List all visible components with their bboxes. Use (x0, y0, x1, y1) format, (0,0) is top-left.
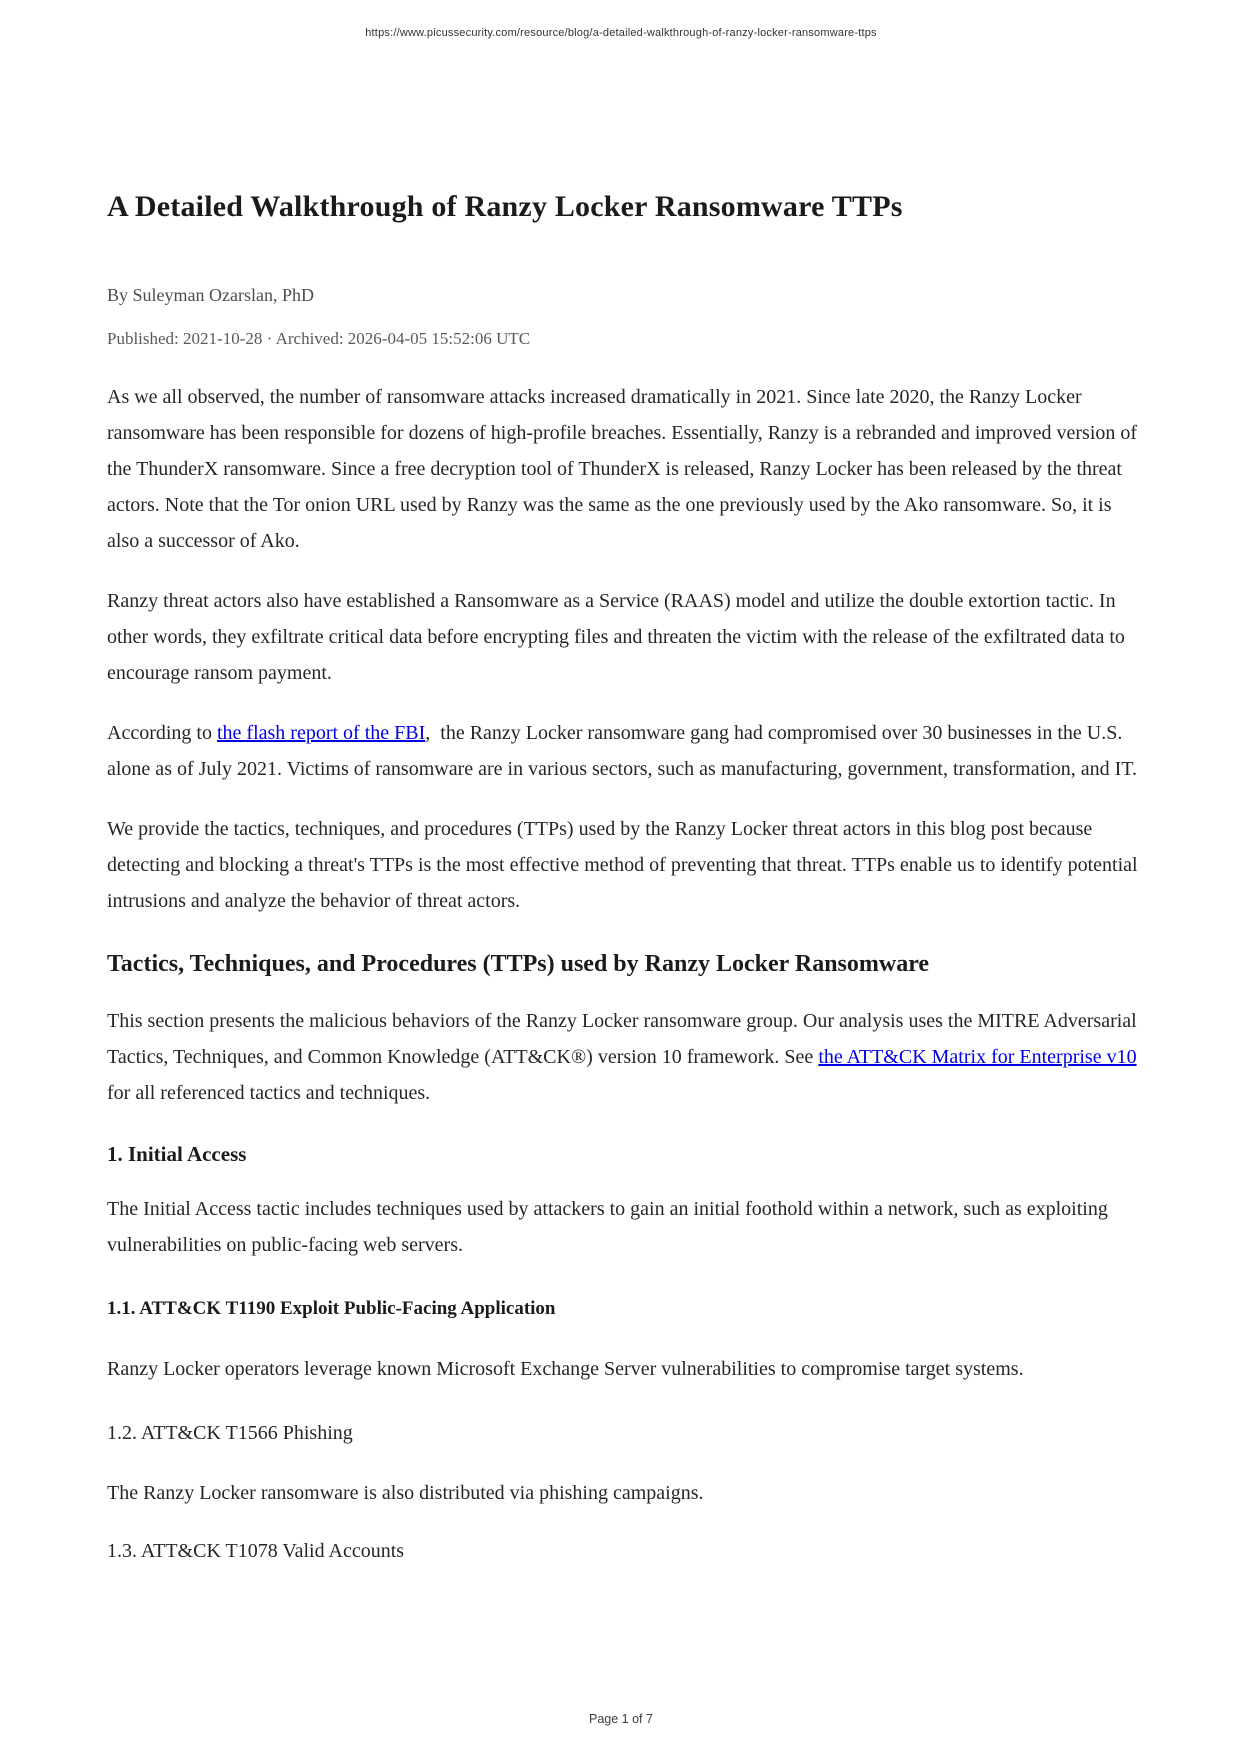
paragraph-intro-1: As we all observed, the number of ransomware attacks increased dramatically in 2021. Since late 2020, the Ranzy Locker ransomware has been responsible for dozens of high-profile breaches. Essentially, Ranzy is a rebranded and improved version of the ThunderX ransomware. Since a free decryption tool of ThunderX is released, Ranzy Locker has been released by the threat actors. Note that the Tor onion URL used by Ranzy was the same as the one previously used by the Ako ransomware. So, it is also a successor of Ako. (107, 386, 1138, 552)
paragraph-text: for all referenced tactics and techniques. (107, 1082, 431, 1104)
paragraph-text: , the Ranzy Locker ransomware gang had compromised over 30 businesses in the U.S. alone as of July 2021. Victims of ransomware are in various sectors, such as manufacturing, government, transformation, and IT. (107, 722, 1137, 780)
paragraph-ttps-overview (107, 1003, 1139, 1111)
publish-meta: Published: 2021-10-28 · Archived: 2026-04-05 15:52:06 UTC (107, 329, 531, 348)
subsection-heading-t1566: 1.2. ATT&CK T1566 Phishing (107, 1422, 353, 1444)
subsection-heading-t1190: 1.1. ATT&CK T1190 Exploit Public-Facing Application (107, 1298, 556, 1320)
print-header (0, 0, 1242, 39)
paragraph-intro-4: We provide the tactics, techniques, and procedures (TTPs) used by the Ranzy Locker threat actors in this blog post because detecting and blocking a threat's TTPs is the most effective method of preventing that threat. TTPs enable us to identify potential intrusions and analyze the behavior of threat actors. (107, 818, 1138, 912)
subsection-heading-t1078: 1.3. ATT&CK T1078 Valid Accounts (107, 1540, 405, 1562)
paragraph-text: This section presents the malicious behaviors of the Ranzy Locker ransomware group. Our analysis uses the MITRE Adversarial Tactics, Techniques, and Common Knowledge (ATT&CK®) version 10 framework. See (107, 1010, 1137, 1068)
paragraph-t1566: The Ranzy Locker ransomware is also distributed via phishing campaigns. (107, 1482, 704, 1504)
byline: By Suleyman Ozarslan, PhD (107, 285, 314, 305)
paragraph-intro-3 (107, 715, 1139, 787)
page-title: A Detailed Walkthrough of Ranzy Locker Ransomware TTPs (107, 190, 903, 223)
article (107, 189, 1139, 1569)
section-heading-ttps: Tactics, Techniques, and Procedures (TTPs) used by Ranzy Locker Ransomware (107, 951, 930, 977)
paragraph-t1190: Ranzy Locker operators leverage known Microsoft Exchange Server vulnerabilities to compromise target systems. (107, 1358, 1024, 1380)
section-heading-initial-access: 1. Initial Access (107, 1142, 247, 1166)
page-url: https://www.picussecurity.com/resource/blog/a-detailed-walkthrough-of-ranzy-locker-ransomware-ttps (365, 27, 877, 39)
paragraph-initial-access: The Initial Access tactic includes techniques used by attackers to gain an initial foothold within a network, such as exploiting vulnerabilities on public-facing web servers. (107, 1198, 1108, 1257)
attck-matrix-link[interactable]: the ATT&CK Matrix for Enterprise v10 (818, 1046, 1137, 1068)
fbi-flash-report-link[interactable]: the flash report of the FBI (216, 722, 426, 744)
paragraph-text: According to (107, 722, 217, 744)
print-footer (0, 1712, 1242, 1726)
page-number: Page 1 of 7 (589, 1712, 653, 1726)
paragraph-intro-2: Ranzy threat actors also have established a Ransomware as a Service (RAAS) model and utilize the double extortion tactic. In other words, they exfiltrate critical data before encrypting files and threaten the victim with the release of the exfiltrated data to encourage ransom payment. (107, 590, 1125, 684)
